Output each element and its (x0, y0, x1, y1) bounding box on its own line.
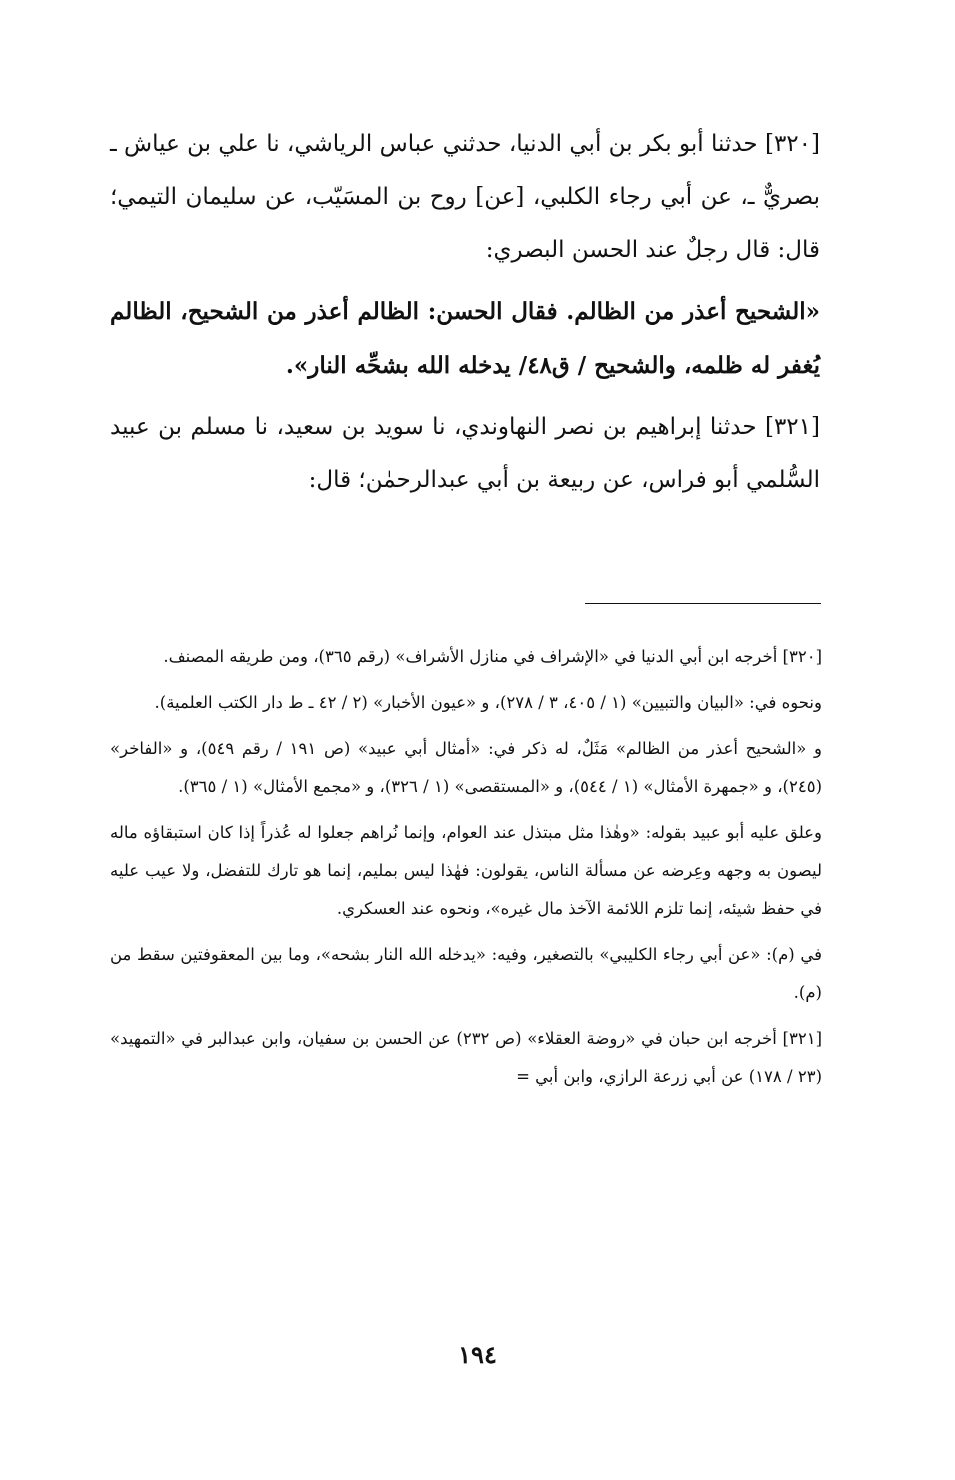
footnote-320-proverb: و «الشحيح أعذر من الظالم» مَثَلٌ، له ذكر في: «أمثال أبي عبيد» (ص ١٩١ / رقم ٥٤٩)، و «الفاخر» (٢٤٥)، و «جمهرة الأمثال» (١ / ٥٤٤)، و «المستقصى» (١ / ٣٢٦)، و «مجمع الأمثال» (١ / ٣٦٥). (110, 739, 823, 796)
footnote-320-commentary: وعلق عليه أبو عبيد بقوله: «وهٰذا مثل مبتذل عند العوام، وإنما نُراهم جعلوا له عُذراً إذا كان استبقاؤه ماله ليصون به وجهه وعِرضه عن مسألة الناس، يقولون: فهٰذا ليس بمليم، إنما هو تارك للتفضل، ولا عيب عليه في حفظ شيئه، إنما تلزم اللائمة الآخذ مال غيره»، ونحوه عند العسكري. (110, 823, 822, 918)
hadith-320-chain: [٣٢٠] حدثنا أبو بكر بن أبي الدنيا، حدثني عباس الرياشي، نا علي بن عياش ـ بصريٌّ ـ، عن أبي رجاء الكلبي، [عن] روح بن المسَيّب، عن سليمان التيمي؛ قال: قال رجلٌ عند الحسن البصري: (110, 131, 820, 263)
footnote-separator (585, 603, 821, 604)
page-number: ١٩٤ (458, 1340, 497, 1369)
hadith-320-quote: «الشحيح أعذر من الظالم. فقال الحسن: الظالم أعذر من الشحيح، الظالم يُغفر له ظلمه، والشحيح / ق٤٨/ يدخله الله بشحِّه النار». (110, 298, 820, 379)
footnote-320-similar: ونحوه في: «البيان والتبيين» (١ / ٤٠٥، ٣ / ٢٧٨)، و «عيون الأخبار» (٢ / ٤٢ ـ ط دار الكتب العلمية). (154, 693, 822, 712)
main-text (110, 118, 820, 507)
footnotes (110, 638, 822, 1104)
hadith-321-chain: [٣٢١] حدثنا إبراهيم بن نصر النهاوندي، نا سويد بن سعيد، نا مسلم بن عبيد السُّلمي أبو فراس، عن ربيعة بن أبي عبدالرحمٰن؛ قال: (110, 414, 820, 493)
footnote-320-manuscript: في (م): «عن أبي رجاء الكليبي» بالتصغير، وفيه: «يدخله الله النار بشحه»، وما بين المعقوفتين سقط من (م). (110, 945, 822, 1002)
footnote-321-source: [٣٢١] أخرجه ابن حبان في «روضة العقلاء» (ص ٢٣٢) عن الحسن بن سفيان، وابن عبدالبر في «التمهيد» (٢٣ / ١٧٨) عن أبي زرعة الرازي، وابن أبي = (110, 1029, 822, 1086)
footnote-320-source: [٣٢٠] أخرجه ابن أبي الدنيا في «الإشراف في منازل الأشراف» (رقم ٣٦٥)، ومن طريقه المصنف. (163, 647, 822, 666)
